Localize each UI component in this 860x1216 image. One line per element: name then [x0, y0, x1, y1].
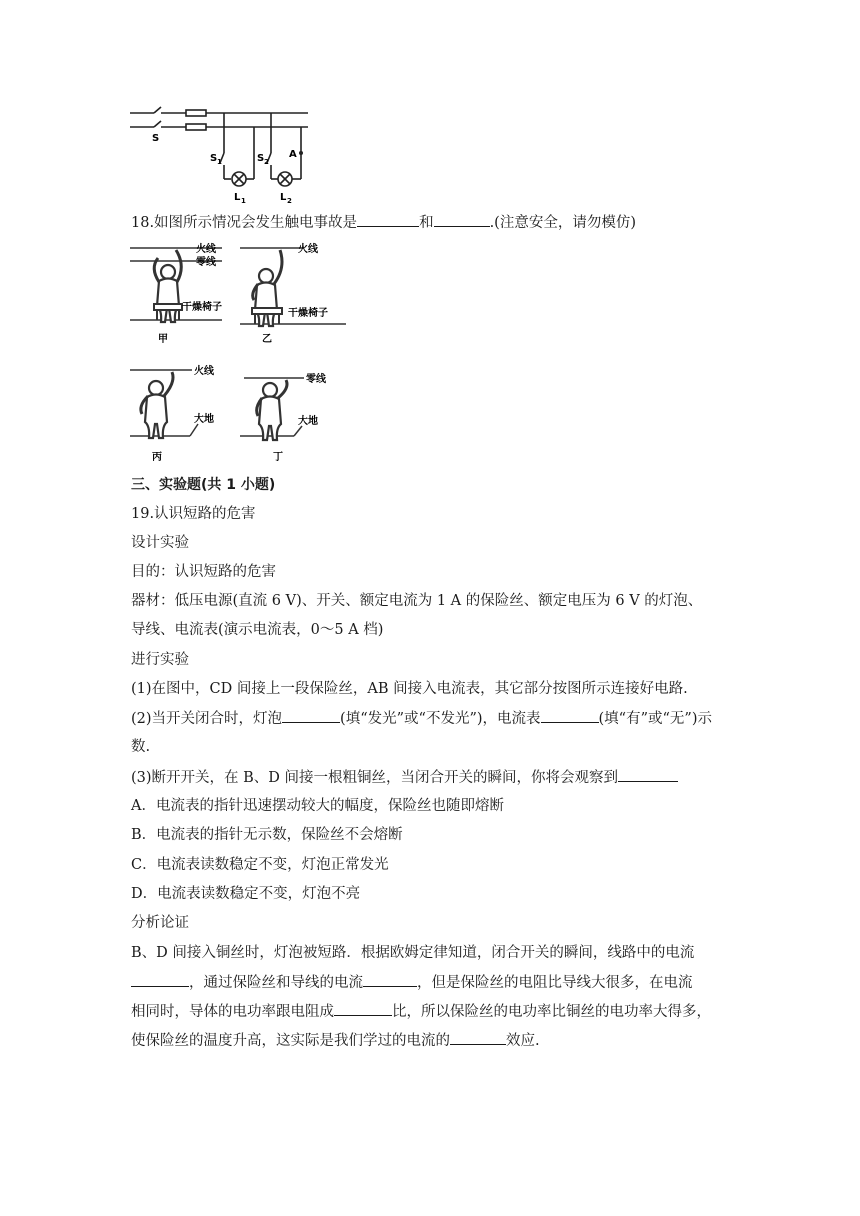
switch-1-label: S: [210, 153, 218, 164]
q19-design-heading: 设计实验: [131, 535, 189, 551]
q19-equipment-2: 导线、电流表(演示电流表，0～5 A 档): [131, 622, 384, 638]
jia-chair-label: 干燥椅子: [182, 302, 222, 313]
q19-option-c: C．电流表读数稳定不变，灯泡正常发光: [131, 857, 389, 873]
q19-analysis-heading: 分析论证: [131, 915, 189, 931]
ding-ground-label: 大地: [298, 416, 318, 427]
bing-caption: 丙: [152, 452, 162, 463]
q19-analysis-blank-1: [131, 972, 189, 987]
q18-text-c: .(注意安全，请勿模仿): [489, 215, 636, 231]
ding-neutral-label: 零线: [306, 374, 326, 385]
scene-bing: [130, 364, 215, 463]
q18-text-a: 18.如图所示情况会发生触电事故是: [131, 215, 358, 231]
switch-2-label: S: [257, 153, 265, 164]
yi-caption: 乙: [262, 334, 272, 345]
bing-ground-label: 大地: [194, 414, 214, 425]
jia-neutral-label: 零线: [196, 257, 216, 268]
q19-option-d: D．电流表读数稳定不变，灯泡不亮: [131, 886, 361, 902]
q19-step2-text-a: (2)当开关闭合时，灯泡: [131, 711, 283, 727]
q19-analysis-4: [131, 1030, 540, 1051]
q19-analysis-3a: 相同时，导体的电功率跟电阻成: [131, 1004, 334, 1020]
bing-live-label: 火线: [194, 366, 214, 377]
jia-live-label: 火线: [196, 244, 216, 255]
q19-step2-text-b: (填“发光”或“不发光”)，电流表: [340, 711, 541, 727]
circuit-diagram: [128, 105, 313, 205]
question-18: [131, 212, 636, 233]
jia-caption: 甲: [158, 334, 168, 345]
q19-option-b: B．电流表的指针无示数，保险丝不会熔断: [131, 827, 403, 843]
shock-figure: [128, 238, 348, 468]
lamp-1-sub: 1: [241, 197, 246, 205]
q19-analysis-1: B、D 间接入铜丝时，灯泡被短路．根据欧姆定律知道，闭合开关的瞬间，线路中的电流: [131, 945, 695, 961]
q19-option-a: A．电流表的指针迅速摆动较大的幅度，保险丝也随即熔断: [131, 798, 504, 814]
q19-analysis-blank-4: [450, 1030, 506, 1045]
lamp-2-label: L: [280, 192, 287, 203]
point-a-label: A: [289, 149, 297, 160]
yi-live-label: 火线: [298, 244, 318, 255]
q19-analysis-2a: ，通过保险丝和导线的电流: [189, 975, 363, 991]
q19-step2-blank-1: [282, 708, 340, 723]
q19-step3-blank: [618, 767, 678, 782]
q18-text-b: 和: [419, 215, 434, 231]
q19-conduct-heading: 进行实验: [131, 652, 189, 668]
lamp-2-sub: 2: [287, 197, 292, 205]
scene-ding: [240, 372, 327, 463]
q19-step2-text-c: (填“有”或“无”)示: [598, 711, 712, 727]
q19-title: 19.认识短路的危害: [131, 506, 256, 522]
q18-blank-1: [357, 212, 419, 227]
q19-analysis-3: [131, 1001, 711, 1022]
q19-step-2: [131, 708, 712, 729]
q19-analysis-3b: 比，所以保险丝的电功率比铜丝的电功率大得多，: [392, 1004, 711, 1020]
switch-2-sub: 2: [264, 158, 269, 166]
q19-analysis-blank-2: [363, 972, 417, 987]
switch-1-sub: 1: [217, 158, 222, 166]
q19-analysis-4b: 效应.: [506, 1033, 540, 1049]
q19-purpose: 目的：认识短路的危害: [131, 564, 276, 580]
q19-analysis-blank-3: [334, 1001, 392, 1016]
scene-jia: [130, 242, 222, 345]
q19-step-1: (1)在图中，CD 间接上一段保险丝，AB 间接入电流表，其它部分按图所示连接好电路.: [131, 681, 688, 697]
q19-analysis-4a: 使保险丝的温度升高，这实际是我们学过的电流的: [131, 1033, 450, 1049]
switch-main-label: S: [152, 133, 160, 144]
q19-equipment-1: 器材：低压电源(直流 6 V)、开关、额定电流为 1 A 的保险丝、额定电压为 6 V 的灯泡、: [131, 593, 703, 609]
q19-step-3: [131, 767, 678, 788]
section-title: 三、实验题(共 1 小题): [131, 477, 276, 493]
ding-caption: 丁: [273, 452, 283, 463]
yi-chair-label: 干燥椅子: [288, 308, 328, 319]
lamp-1-label: L: [234, 192, 241, 203]
q19-analysis-2b: ，但是保险丝的电阻比导线大很多，在电流: [417, 975, 693, 991]
scene-yi: [240, 242, 346, 345]
q19-step2-blank-2: [541, 708, 599, 723]
q19-step3-text: (3)断开开关，在 B、D 间接一根粗铜丝，当闭合开关的瞬间，你将会观察到: [131, 770, 619, 786]
q19-step2-d: 数.: [131, 739, 151, 755]
q19-analysis-2: [131, 972, 693, 993]
q18-blank-2: [434, 212, 490, 227]
